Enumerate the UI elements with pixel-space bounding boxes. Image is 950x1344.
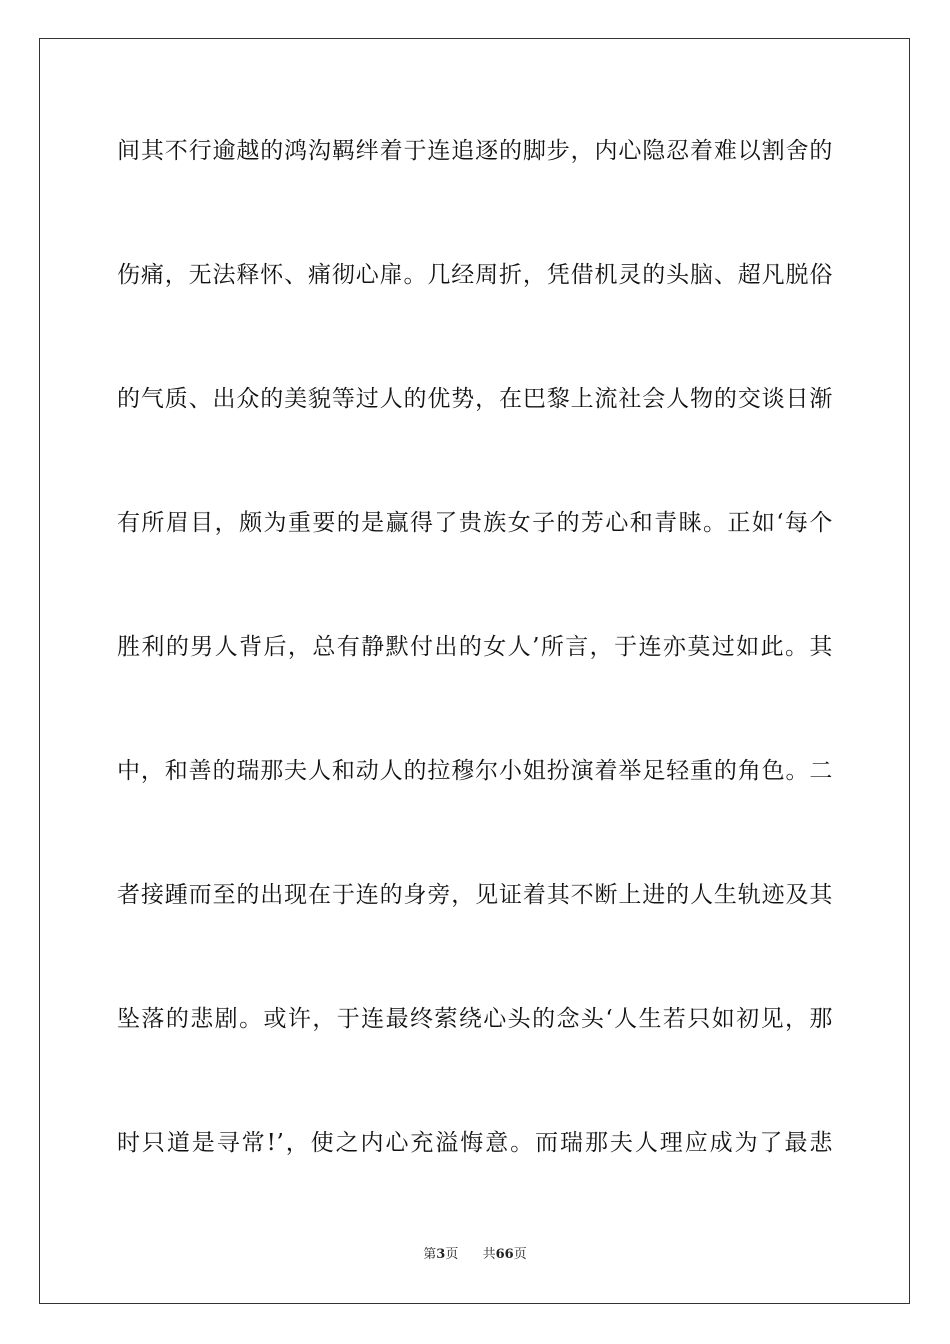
body-text-line: 中，和善的瑞那夫人和动人的拉穆尔小姐扮演着举足轻重的角色。二 [117, 758, 833, 784]
page-number-prefix: 第 [423, 1247, 437, 1262]
body-text-line: 时只道是寻常!’，使之内心充溢悔意。而瑞那夫人理应成为了最悲 [117, 1130, 833, 1156]
body-text-line: 的气质、出众的美貌等过人的优势，在巴黎上流社会人物的交谈日渐 [117, 386, 833, 412]
body-text-line: 胜利的男人背后，总有静默付出的女人’所言，于连亦莫过如此。其 [117, 634, 833, 660]
body-text-line: 坠落的悲剧。或许，于连最终萦绕心头的念头‘人生若只如初见，那 [117, 1006, 833, 1032]
total-pages-prefix: 共 [482, 1247, 496, 1262]
total-pages-suffix: 页 [513, 1247, 527, 1262]
body-text-line: 伤痛，无法释怀、痛彻心扉。几经周折，凭借机灵的头脑、超凡脱俗 [117, 262, 833, 288]
body-text-line: 间其不行逾越的鸿沟羁绊着于连追逐的脚步，内心隐忍着难以割舍的 [117, 138, 833, 164]
page-number: 3 [436, 1247, 446, 1262]
page-footer [0, 1246, 950, 1264]
page-border [39, 38, 910, 1304]
page-number-suffix: 页 [445, 1247, 459, 1262]
body-text-line: 有所眉目，颇为重要的是赢得了贵族女子的芳心和青睐。正如‘每个 [117, 510, 833, 536]
total-pages: 66 [495, 1247, 514, 1262]
body-text-line: 者接踵而至的出现在于连的身旁，见证着其不断上进的人生轨迹及其 [117, 882, 833, 908]
